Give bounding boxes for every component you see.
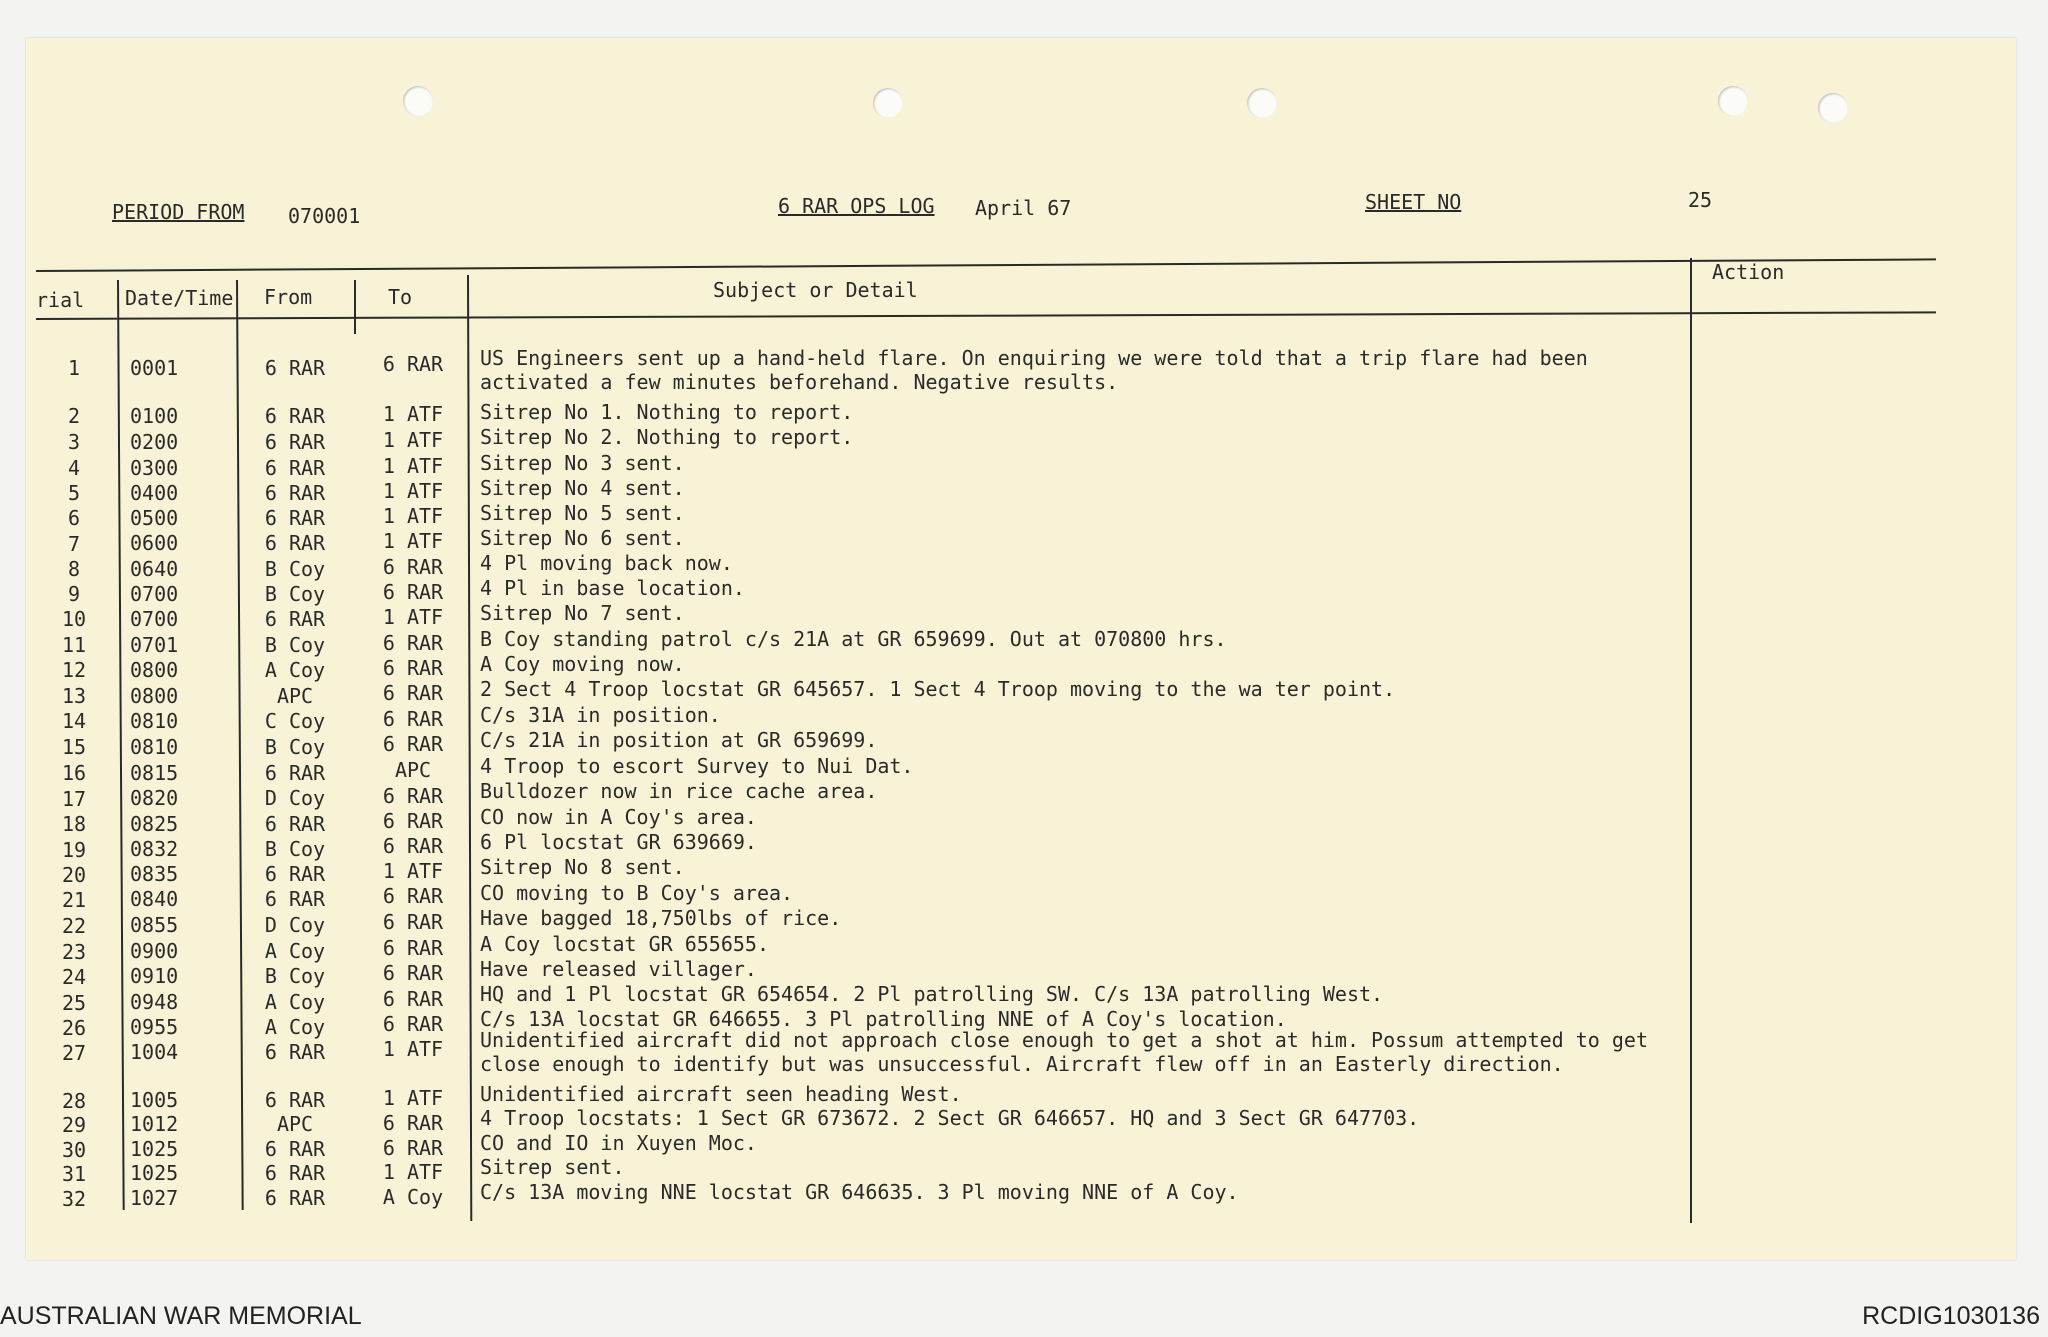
from-cell: C Coy bbox=[264, 709, 326, 733]
from-cell: 6 RAR bbox=[264, 1040, 326, 1064]
from-cell: 6 RAR bbox=[264, 506, 326, 530]
col-header-action: Action bbox=[1712, 260, 1785, 284]
time-cell: 1027 bbox=[130, 1186, 179, 1210]
from-cell: 6 RAR bbox=[264, 887, 326, 911]
to-cell: 6 RAR bbox=[382, 936, 444, 960]
time-cell: 0910 bbox=[130, 964, 179, 988]
serial-cell: 32 bbox=[61, 1187, 87, 1211]
to-cell: 6 RAR bbox=[382, 1136, 444, 1160]
to-cell: 1 ATF bbox=[382, 1037, 444, 1061]
detail-cell: Unidentified aircraft did not approach close enough to get a shot at him. Possum attempted to get close enough to identify but was unsuccessful. Aircraft flew off in an Easterly direction. bbox=[480, 1028, 1648, 1076]
serial-cell: 17 bbox=[61, 787, 87, 811]
time-cell: 0948 bbox=[130, 990, 179, 1014]
serial-cell: 23 bbox=[61, 940, 87, 964]
detail-cell: CO and IO in Xuyen Moc. bbox=[480, 1131, 757, 1155]
col-header-serial: rial bbox=[36, 288, 85, 312]
detail-cell: HQ and 1 Pl locstat GR 654654. 2 Pl patrolling SW. C/s 13A patrolling West. bbox=[480, 982, 1384, 1006]
from-cell: APC bbox=[276, 1112, 314, 1136]
time-cell: 0810 bbox=[130, 709, 179, 733]
detail-cell: 4 Troop to escort Survey to Nui Dat. bbox=[480, 754, 914, 778]
detail-cell: Sitrep No 2. Nothing to report. bbox=[480, 425, 854, 449]
time-cell: 0701 bbox=[130, 633, 179, 657]
to-cell: 6 RAR bbox=[382, 656, 444, 680]
serial-cell: 19 bbox=[61, 838, 87, 862]
from-cell: B Coy bbox=[264, 633, 326, 657]
to-cell: 6 RAR bbox=[382, 987, 444, 1011]
serial-cell: 3 bbox=[67, 430, 81, 454]
to-cell: 6 RAR bbox=[382, 1111, 444, 1135]
serial-cell: 6 bbox=[67, 506, 81, 530]
detail-cell: 4 Troop locstats: 1 Sect GR 673672. 2 Sect GR 646657. HQ and 3 Sect GR 647703. bbox=[480, 1106, 1420, 1130]
serial-cell: 30 bbox=[61, 1138, 87, 1162]
to-cell: 1 ATF bbox=[382, 454, 444, 478]
from-cell: 6 RAR bbox=[264, 1137, 326, 1161]
to-cell: 6 RAR bbox=[382, 352, 444, 376]
time-cell: 1004 bbox=[130, 1040, 179, 1064]
from-cell: A Coy bbox=[264, 939, 326, 963]
time-cell: 0001 bbox=[130, 356, 179, 380]
serial-cell: 25 bbox=[61, 991, 87, 1015]
sheet-label: SHEET NO bbox=[1365, 190, 1462, 214]
from-cell: 6 RAR bbox=[264, 356, 326, 380]
detail-cell: 2 Sect 4 Troop locstat GR 645657. 1 Sect 4 Troop moving to the wa ter point. bbox=[480, 677, 1396, 701]
time-cell: 1012 bbox=[130, 1112, 179, 1136]
serial-cell: 21 bbox=[61, 888, 87, 912]
from-cell: 6 RAR bbox=[264, 1088, 326, 1112]
serial-cell: 7 bbox=[67, 532, 81, 556]
time-cell: 1005 bbox=[130, 1088, 179, 1112]
serial-cell: 26 bbox=[61, 1016, 87, 1040]
col-divider bbox=[354, 280, 356, 334]
from-cell: B Coy bbox=[264, 735, 326, 759]
detail-cell: Sitrep No 1. Nothing to report. bbox=[480, 400, 854, 424]
serial-cell: 12 bbox=[61, 658, 87, 682]
to-cell: 6 RAR bbox=[382, 884, 444, 908]
punch-hole bbox=[1818, 93, 1848, 123]
archive-credit: AUSTRALIAN WAR MEMORIAL bbox=[0, 1302, 362, 1330]
from-cell: 6 RAR bbox=[264, 812, 326, 836]
from-cell: B Coy bbox=[264, 964, 326, 988]
from-cell: D Coy bbox=[264, 913, 326, 937]
time-cell: 0500 bbox=[130, 506, 179, 530]
to-cell: 6 RAR bbox=[382, 784, 444, 808]
from-cell: B Coy bbox=[264, 582, 326, 606]
from-cell: 6 RAR bbox=[264, 430, 326, 454]
detail-cell: A Coy locstat GR 655655. bbox=[480, 932, 769, 956]
to-cell: 6 RAR bbox=[382, 580, 444, 604]
detail-cell: C/s 31A in position. bbox=[480, 703, 721, 727]
period-value: 070001 bbox=[288, 204, 361, 228]
to-cell: 6 RAR bbox=[382, 732, 444, 756]
detail-cell: Sitrep No 8 sent. bbox=[480, 855, 685, 879]
serial-cell: 4 bbox=[67, 456, 81, 480]
detail-cell: Sitrep sent. bbox=[480, 1155, 625, 1179]
to-cell: 1 ATF bbox=[382, 504, 444, 528]
from-cell: 6 RAR bbox=[264, 862, 326, 886]
to-cell: 6 RAR bbox=[382, 631, 444, 655]
to-cell: 1 ATF bbox=[382, 479, 444, 503]
detail-cell: Sitrep No 7 sent. bbox=[480, 601, 685, 625]
time-cell: 0820 bbox=[130, 786, 179, 810]
from-cell: 6 RAR bbox=[264, 481, 326, 505]
to-cell: 1 ATF bbox=[382, 529, 444, 553]
detail-cell: C/s 13A moving NNE locstat GR 646635. 3 Pl moving NNE of A Coy. bbox=[480, 1180, 1239, 1204]
to-cell: 6 RAR bbox=[382, 681, 444, 705]
serial-cell: 20 bbox=[61, 863, 87, 887]
sheet-number: 25 bbox=[1688, 188, 1713, 212]
punch-hole bbox=[873, 88, 903, 118]
archive-reference: RCDIG1030136 bbox=[1862, 1302, 2040, 1330]
detail-cell: Have released villager. bbox=[480, 957, 757, 981]
log-month: April 67 bbox=[975, 196, 1072, 220]
to-cell: 6 RAR bbox=[382, 1012, 444, 1036]
to-cell: 1 ATF bbox=[382, 605, 444, 629]
detail-cell: C/s 13A locstat GR 646655. 3 Pl patrolling NNE of A Coy's location. bbox=[480, 1007, 1287, 1031]
time-cell: 0825 bbox=[130, 812, 179, 836]
from-cell: 6 RAR bbox=[264, 404, 326, 428]
to-cell: 1 ATF bbox=[382, 402, 444, 426]
to-cell: APC bbox=[394, 758, 432, 782]
log-title: 6 RAR OPS LOG bbox=[778, 194, 935, 218]
col-header-to: To bbox=[388, 285, 413, 309]
serial-cell: 11 bbox=[61, 633, 87, 657]
serial-cell: 29 bbox=[61, 1113, 87, 1137]
detail-cell: 4 Pl in base location. bbox=[480, 576, 745, 600]
to-cell: 1 ATF bbox=[382, 1086, 444, 1110]
time-cell: 0815 bbox=[130, 761, 179, 785]
time-cell: 0700 bbox=[130, 582, 179, 606]
from-cell: A Coy bbox=[264, 1015, 326, 1039]
detail-cell: CO moving to B Coy's area. bbox=[480, 881, 794, 905]
serial-cell: 14 bbox=[61, 709, 87, 733]
time-cell: 0800 bbox=[130, 658, 179, 682]
detail-cell: 6 Pl locstat GR 639669. bbox=[480, 830, 757, 854]
from-cell: A Coy bbox=[264, 658, 326, 682]
serial-cell: 24 bbox=[61, 965, 87, 989]
from-cell: B Coy bbox=[264, 557, 326, 581]
serial-cell: 18 bbox=[61, 812, 87, 836]
to-cell: 1 ATF bbox=[382, 428, 444, 452]
serial-cell: 16 bbox=[61, 761, 87, 785]
serial-cell: 8 bbox=[67, 557, 81, 581]
time-cell: 0600 bbox=[130, 531, 179, 555]
to-cell: 6 RAR bbox=[382, 910, 444, 934]
time-cell: 0100 bbox=[130, 404, 179, 428]
from-cell: A Coy bbox=[264, 990, 326, 1014]
from-cell: 6 RAR bbox=[264, 1161, 326, 1185]
period-label: PERIOD FROM bbox=[112, 200, 245, 224]
time-cell: 0855 bbox=[130, 913, 179, 937]
time-cell: 0810 bbox=[130, 735, 179, 759]
time-cell: 0955 bbox=[130, 1015, 179, 1039]
detail-cell: Sitrep No 6 sent. bbox=[480, 526, 685, 550]
time-cell: 0300 bbox=[130, 456, 179, 480]
serial-cell: 22 bbox=[61, 914, 87, 938]
to-cell: A Coy bbox=[382, 1185, 444, 1209]
from-cell: B Coy bbox=[264, 837, 326, 861]
detail-cell: C/s 21A in position at GR 659699. bbox=[480, 728, 878, 752]
detail-cell: 4 Pl moving back now. bbox=[480, 551, 733, 575]
serial-cell: 9 bbox=[67, 582, 81, 606]
punch-hole bbox=[403, 86, 433, 116]
time-cell: 0835 bbox=[130, 862, 179, 886]
time-cell: 0400 bbox=[130, 481, 179, 505]
serial-cell: 2 bbox=[67, 404, 81, 428]
time-cell: 0200 bbox=[130, 430, 179, 454]
punch-hole bbox=[1247, 88, 1277, 118]
to-cell: 1 ATF bbox=[382, 1160, 444, 1184]
time-cell: 0700 bbox=[130, 607, 179, 631]
to-cell: 6 RAR bbox=[382, 961, 444, 985]
serial-cell: 13 bbox=[61, 684, 87, 708]
time-cell: 1025 bbox=[130, 1161, 179, 1185]
detail-cell: A Coy moving now. bbox=[480, 652, 685, 676]
col-header-subject: Subject or Detail bbox=[713, 278, 918, 302]
to-cell: 6 RAR bbox=[382, 555, 444, 579]
punch-hole bbox=[1718, 86, 1748, 116]
serial-cell: 10 bbox=[61, 607, 87, 631]
detail-cell: Sitrep No 3 sent. bbox=[480, 451, 685, 475]
to-cell: 6 RAR bbox=[382, 809, 444, 833]
serial-cell: 28 bbox=[61, 1089, 87, 1113]
from-cell: 6 RAR bbox=[264, 607, 326, 631]
col-header-from: From bbox=[264, 285, 313, 309]
serial-cell: 5 bbox=[67, 481, 81, 505]
to-cell: 1 ATF bbox=[382, 859, 444, 883]
col-header-datetime: Date/Time bbox=[125, 286, 234, 310]
detail-cell: Have bagged 18,750lbs of rice. bbox=[480, 906, 842, 930]
from-cell: APC bbox=[276, 684, 314, 708]
to-cell: 6 RAR bbox=[382, 834, 444, 858]
detail-cell: Sitrep No 4 sent. bbox=[480, 476, 685, 500]
time-cell: 0800 bbox=[130, 684, 179, 708]
from-cell: 6 RAR bbox=[264, 531, 326, 555]
to-cell: 6 RAR bbox=[382, 707, 444, 731]
detail-cell: Unidentified aircraft seen heading West. bbox=[480, 1082, 962, 1106]
from-cell: 6 RAR bbox=[264, 761, 326, 785]
time-cell: 0832 bbox=[130, 837, 179, 861]
serial-cell: 27 bbox=[61, 1041, 87, 1065]
from-cell: 6 RAR bbox=[264, 456, 326, 480]
detail-cell: Sitrep No 5 sent. bbox=[480, 501, 685, 525]
detail-cell: US Engineers sent up a hand-held flare. On enquiring we were told that a trip flare had been activated a few minutes beforehand. Negative results. bbox=[480, 346, 1588, 394]
time-cell: 0840 bbox=[130, 887, 179, 911]
detail-cell: CO now in A Coy's area. bbox=[480, 805, 757, 829]
from-cell: 6 RAR bbox=[264, 1186, 326, 1210]
time-cell: 1025 bbox=[130, 1137, 179, 1161]
time-cell: 0900 bbox=[130, 939, 179, 963]
serial-cell: 15 bbox=[61, 735, 87, 759]
from-cell: D Coy bbox=[264, 786, 326, 810]
serial-cell: 1 bbox=[67, 356, 81, 380]
time-cell: 0640 bbox=[130, 557, 179, 581]
detail-cell: B Coy standing patrol c/s 21A at GR 659699. Out at 070800 hrs. bbox=[480, 627, 1227, 651]
detail-cell: Bulldozer now in rice cache area. bbox=[480, 779, 878, 803]
serial-cell: 31 bbox=[61, 1162, 87, 1186]
